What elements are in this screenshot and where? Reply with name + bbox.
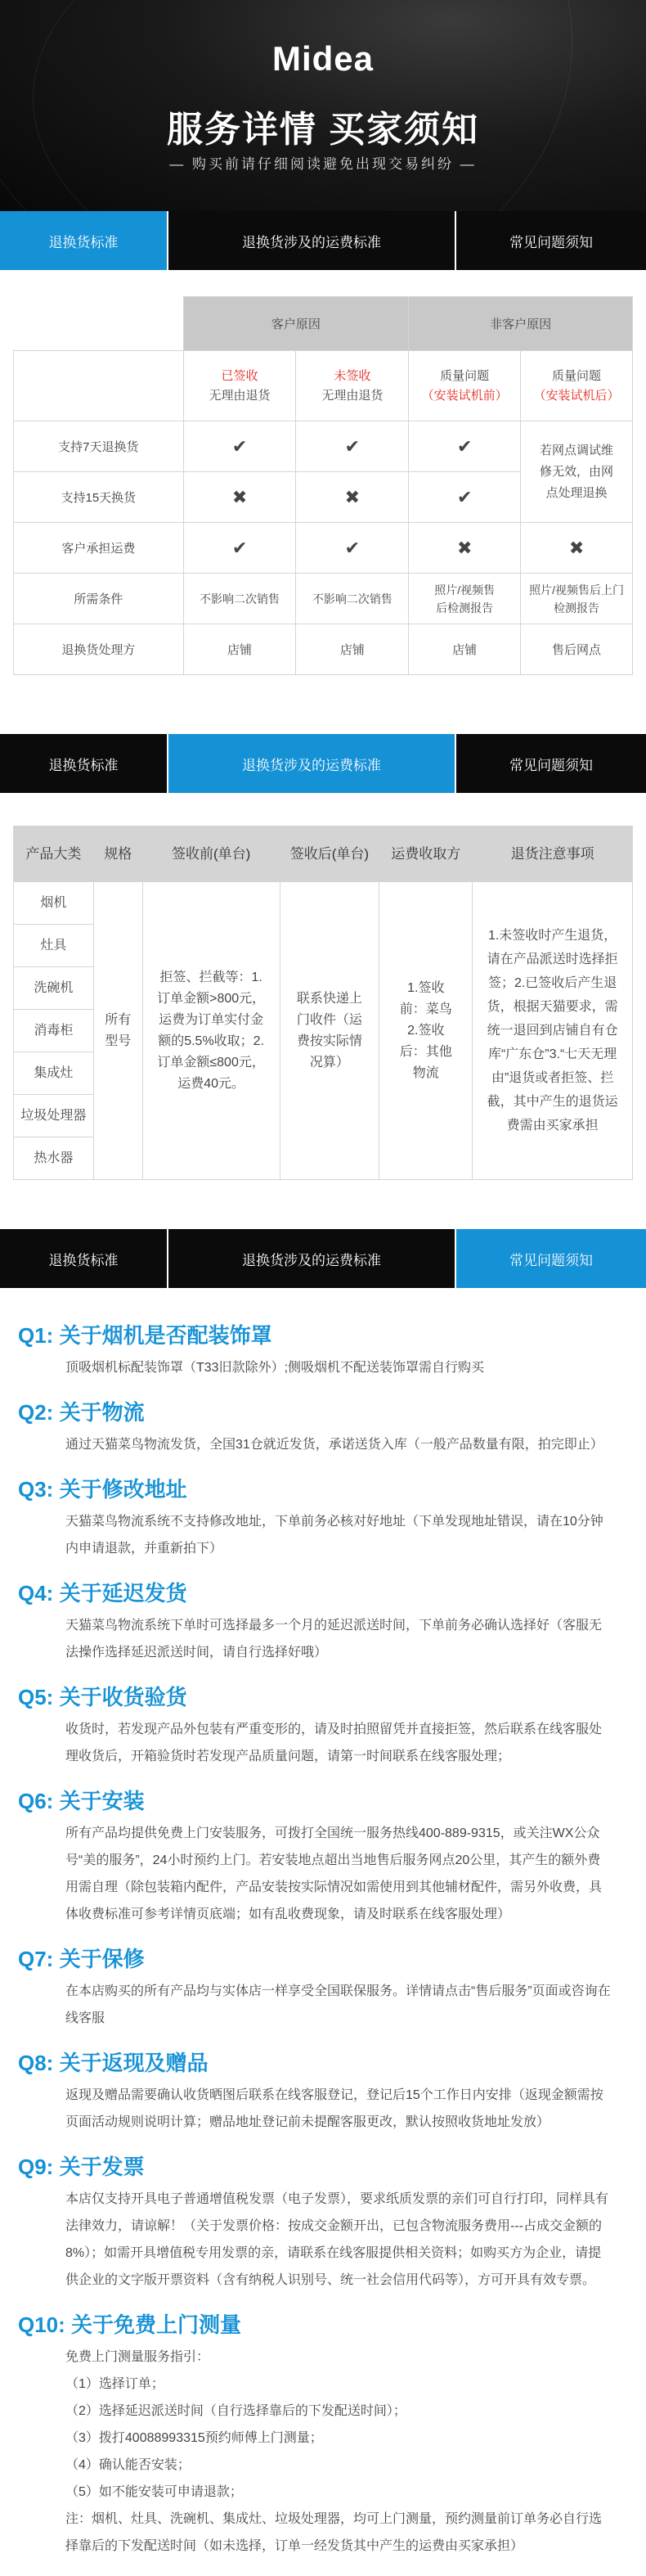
faq-answer-line: 在本店购买的所有产品均与实体店一样享受全国联保服务。详情请点击“售后服务”页面或咨询在线客服 [65, 1984, 611, 2025]
midea-logo: Midea [271, 39, 375, 78]
faq-question: Q4: 关于延迟发货 [18, 1581, 187, 1605]
faq-question: Q7: 关于保修 [18, 1947, 145, 1971]
faq-answer [18, 1349, 646, 1381]
faq-question: Q9: 关于发票 [18, 2155, 145, 2179]
table-row: 客户承担运费 ✔ ✔ ✖ ✖ [14, 523, 633, 574]
faq-question: Q8: 关于返现及赠品 [18, 2051, 209, 2075]
faq-answer [18, 1426, 646, 1458]
faq-answer-line: （3）拨打40088993315预约师傅上门测量； [65, 2431, 323, 2445]
faq-answer [18, 2339, 646, 2560]
faq-answer [18, 2077, 646, 2136]
table-row: 所需条件 不影响二次销售 不影响二次销售 照片/视频售后检测报告 照片/视频售后上门检测报告 [14, 574, 633, 624]
tab-bar [0, 1229, 646, 1288]
tab-bar [0, 734, 646, 793]
table-row: 支持15天换货 ✖ ✖ ✔ [14, 472, 633, 523]
cross-icon: ✖ [296, 472, 409, 523]
check-icon: ✔ [409, 472, 521, 523]
faq-answer [18, 1973, 646, 2032]
tab-faq[interactable]: 常见问题须知 [509, 757, 593, 773]
header-non-customer-reason: 非客户原因 [409, 297, 633, 351]
tab-return-standard[interactable]: 退换货标准 [0, 211, 168, 270]
faq-answer-line: 所有产品均提供免费上门安装服务，可拨打全国统一服务热线400-889-9315，或关注WX公众号“美的服务”，24小时预约上门。若安装地点超出当地售后服务网点20公里，其产生的额外费用需自理（除包装箱内配件，产品安装按实际情况如需使用到其他辅材配件，需另外收费，具体收费标准可参考详情页底端；如有乱收费现象，请及时联系在线客服处理） [65, 1826, 603, 1921]
return-standard-table [13, 296, 633, 675]
hero-banner [0, 0, 646, 211]
faq-answer-line: 本店仅支持开具电子普通增值税发票（电子发票），要求纸质发票的亲们可自行打印，同样具有法律效力，请谅解！（关于发票价格：按成交金额开出，已包含物流服务费用---占成交金额的8%）；如需开具增值税专用发票的亲，请联系在线客服提供相关资料；如购买方为企业，请提供企业的文字版开票资料（含有纳税人识别号、统一社会信用代码等），方可开具有效专票。 [65, 2192, 609, 2287]
table-row: 支持7天退换货 ✔ ✔ ✔ 若网点调试维修无效，由网点处理退换 [14, 421, 633, 472]
faq-answer-line: （4）确认能否安装； [65, 2458, 191, 2472]
faq-answer-line: 顶吸烟机标配装饰罩（T33旧款除外）;侧吸烟机不配送装饰罩需自行购买 [65, 1361, 485, 1375]
check-icon: ✔ [183, 523, 296, 574]
cross-icon: ✖ [409, 523, 521, 574]
check-icon: ✔ [183, 421, 296, 472]
page-title: 服务详情 买家须知 [166, 110, 480, 150]
col-unsigned: 未签收 无理由退货 [296, 351, 409, 421]
faq-question: Q3: 关于修改地址 [18, 1477, 187, 1502]
shipping-fee-table: 产品大类 规格 签收前(单台) 签收后(单台) 运费收取方 退货注意事项 烟机 所有型号 拒签、拦截等：1.订单金额>800元，运费为订单实付金额的5.5%收取；2.订单金额≤800元，运费40元。 联系快递上门收件（运费按实际情况算） 1.签收前：菜鸟2.签收后：其他物流 1.未签收时产生退货，请在产品派送时选择拒签；2.已签收后产生退货，根据天猫要求，需统一退回到店铺自有仓库“广东仓”3.“七天无理由”退货或者拒签、拦截，其中产生的退货运费需由买家承担 灶具 洗碗机 消毒柜 集成灶 垃圾处理器 热水器 [13, 826, 633, 1180]
faq-answer [18, 1711, 646, 1770]
tab-return-standard[interactable]: 退换货标准 [0, 734, 168, 793]
tab-return-standard[interactable]: 退换货标准 [0, 1229, 168, 1288]
tab-bar [0, 211, 646, 270]
tab-shipping-fee[interactable]: 退换货涉及的运费标准 [168, 1229, 456, 1288]
cross-icon: ✖ [521, 523, 633, 574]
tab-faq[interactable]: 常见问题须知 [509, 234, 593, 250]
faq-answer-line: （1）选择订单； [65, 2377, 164, 2391]
faq-question: Q5: 关于收货验货 [18, 1685, 187, 1709]
check-icon: ✔ [296, 523, 409, 574]
col-quality-after: 质量问题 （安装试机后） [521, 351, 633, 421]
faq-answer-line: 注：烟机、灶具、洗碗机、集成灶、垃圾处理器，均可上门测量，预约测量前订单务必自行选择靠后的下发配送时间（如未选择，订单一经发货其中产生的运费由买家承担） [65, 2512, 603, 2553]
faq-answer-line: （2）选择延迟派送时间（自行选择靠后的下发配送时间）； [65, 2404, 406, 2418]
table-row: 退换货处理方 店铺 店铺 店铺 售后网点 [14, 624, 633, 675]
faq-answer [18, 2181, 646, 2294]
faq-answer [18, 1503, 646, 1562]
faq-question: Q1: 关于烟机是否配装饰罩 [18, 1323, 272, 1348]
faq-answer [18, 1607, 646, 1666]
tab-shipping-fee[interactable]: 退换货涉及的运费标准 [168, 734, 456, 793]
faq-answer [18, 1815, 646, 1928]
col-quality-before: 质量问题 （安装试机前） [409, 351, 521, 421]
page-subtitle: — 购买前请仔细阅读避免出现交易纠纷 — [169, 156, 477, 172]
faq-section [0, 1288, 646, 2560]
faq-answer-line: 天猫菜鸟物流系统下单时可选择最多一个月的延迟派送时间，下单前务必确认选择好（客服无法操作选择延迟派送时间，请自行选择好哦） [65, 1619, 603, 1660]
faq-answer-line: 收货时，若发现产品外包装有严重变形的，请及时拍照留凭并直接拒签，然后联系在线客服处理收货后，开箱验货时若发现产品质量问题，请第一时间联系在线客服处理； [65, 1723, 603, 1763]
faq-question: Q2: 关于物流 [18, 1400, 145, 1425]
cross-icon: ✖ [183, 472, 296, 523]
tab-shipping-fee[interactable]: 退换货涉及的运费标准 [168, 211, 456, 270]
faq-answer-line: 返现及赠品需要确认收货晒图后联系在线客服登记，登记后15个工作日内安排（返现金额需按页面活动规则说明计算；赠品地址登记前未提醒客服更改，默认按照收货地址发放） [65, 2088, 603, 2129]
check-icon: ✔ [409, 421, 521, 472]
faq-question: Q6: 关于安装 [18, 1789, 145, 1813]
header-customer-reason: 客户原因 [183, 297, 409, 351]
faq-answer-line: 通过天猫菜鸟物流发货，全国31仓就近发货，承诺送货入库（一般产品数量有限，拍完即止） [65, 1438, 603, 1452]
faq-answer-line: 免费上门测量服务指引： [65, 2350, 210, 2364]
faq-answer-line: （5）如不能安装可申请退款； [65, 2485, 243, 2499]
faq-answer-line: 天猫菜鸟物流系统不支持修改地址，下单前务必核对好地址（下单发现地址错误，请在10分钟内申请退款，并重新拍下） [65, 1515, 603, 1556]
faq-question: Q10: 关于免费上门测量 [18, 2313, 242, 2337]
col-signed: 已签收 无理由退货 [183, 351, 296, 421]
tab-faq[interactable]: 常见问题须知 [456, 1229, 646, 1288]
check-icon: ✔ [296, 421, 409, 472]
